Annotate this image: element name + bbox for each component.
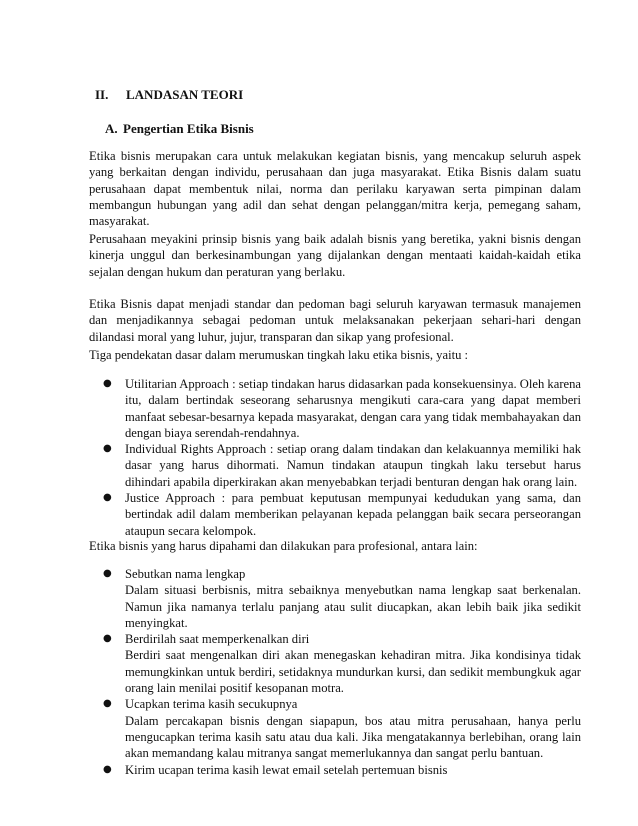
paragraph-approaches-intro: Tiga pendekatan dasar dalam merumuskan tingkah laku etika bisnis, yaitu : [89, 348, 469, 362]
bullet-icon: ● [103, 633, 112, 645]
paragraph-principle: Perusahaan meyakini prinsip bisnis yang baik adalah bisnis yang beretika, yakni bisnis dengan kinerja unggul dan berkesinambungan yang dijalankan dengan mentaati kaidah-kaidah etika sejalan dengan hukum dan peraturan yang berlaku. [89, 232, 581, 279]
item-title: Sebutkan nama lengkap [125, 567, 246, 581]
paragraph-definition: Etika bisnis merupakan cara untuk melakukan kegiatan bisnis, yang mencakup seluruh aspek yang berkaitan dengan individu, perusahaan dan juga masyarakat. Etika Bisnis dalam suatu perusahaan dapat membentuk nilai, norma dan perilaku karyawan serta pimpinan dalam membangun hubungan yang adil dan sehat dengan pelanggan/mitra kerja, pemegang saham, masyarakat. [89, 149, 581, 229]
item-description: Berdiri saat mengenalkan diri akan menegaskan kehadiran mitra. Jika kondisinya tidak memungkinkan untuk berdiri, setidaknya mundurkan kursi, dan sedikit membungkuk agar orang lain menilai positif kesopanan motra. [125, 648, 581, 696]
section-heading [95, 87, 243, 103]
bullet-icon: ● [103, 568, 112, 579]
item-title: Berdirilah saat memperkenalkan diri [125, 632, 310, 647]
subsection-heading [105, 121, 254, 137]
approach-list [89, 376, 581, 539]
section-number: II. [95, 87, 109, 102]
list-item [89, 696, 581, 761]
bullet-icon: ● [103, 492, 112, 504]
approach-text: Individual Rights Approach : setiap orang dalam tindakan dan kelakuannya memiliki hak dasar yang harus dihormati. Namun tindakan ataupun tingkah laku tersebut harus dihindari apabila diperkirakan akan menyebabkan terjadi benturan dengan hak orang lain. [125, 442, 581, 489]
bullet-icon: ● [103, 443, 112, 455]
bullet-icon: ● [103, 698, 112, 710]
list-item [89, 376, 581, 441]
paragraph-ethics-intro: Etika bisnis yang harus dipahami dan dilakukan para profesional, antara lain: [89, 539, 478, 553]
item-description: Dalam percakapan bisnis dengan siapapun, bos atau mitra perusahaan, hanya perlu mengucapkan terima kasih satu atau dua kali. Jika mengatakannya berlebihan, orang lain akan memandang kalau mitranya sangat memerlukannya dan sangat perlu bantuan. [125, 713, 581, 761]
list-item [89, 631, 581, 696]
ethics-list [89, 566, 581, 778]
bullet-icon: ● [103, 763, 112, 775]
list-item [89, 566, 581, 631]
item-title: Ucapkan terima kasih secukupnya [125, 697, 298, 712]
approach-text: Justice Approach : para pembuat keputusan mempunyai kedudukan yang sama, dan bertindak adil dalam memberikan pelayanan kepada pelanggan baik secara perseorangan ataupun secara kelompok. [125, 491, 581, 538]
subsection-number: A. [105, 121, 118, 136]
approach-text: Utilitarian Approach : setiap tindakan harus didasarkan pada konsekuensinya. Oleh karena itu, dalam bertindak seseorang seharusnya mengikuti cara-cara yang dapat memberi manfaat sebesar-besarnya kepada masyarakat, dengan cara yang tidak membahayakan dan dengan biaya serendah-rendahnya. [125, 377, 581, 440]
item-description: Dalam situasi berbisnis, mitra sebaiknya menyebutkan nama lengkap saat berkenalan. Namun jika namanya terlalu panjang atau sulit diucapkan, akan lebih baik jika sedikit menyingkat. [125, 583, 581, 630]
bullet-icon: ● [103, 378, 112, 389]
section-title: LANDASAN TEORI [126, 87, 244, 102]
paragraph-standard: Etika Bisnis dapat menjadi standar dan pedoman bagi seluruh karyawan termasuk manajemen dan menjadikannya sebagai pedoman untuk melaksanakan pekerjaan sehari-hari dengan dilandasi moral yang luhur, jujur, transparan dan sikap yang profesional. [89, 297, 581, 344]
list-item [89, 762, 581, 778]
item-title: Kirim ucapan terima kasih lewat email setelah pertemuan bisnis [125, 762, 448, 777]
list-item [89, 441, 581, 490]
subsection-title: Pengertian Etika Bisnis [123, 121, 254, 136]
list-item [89, 490, 581, 539]
